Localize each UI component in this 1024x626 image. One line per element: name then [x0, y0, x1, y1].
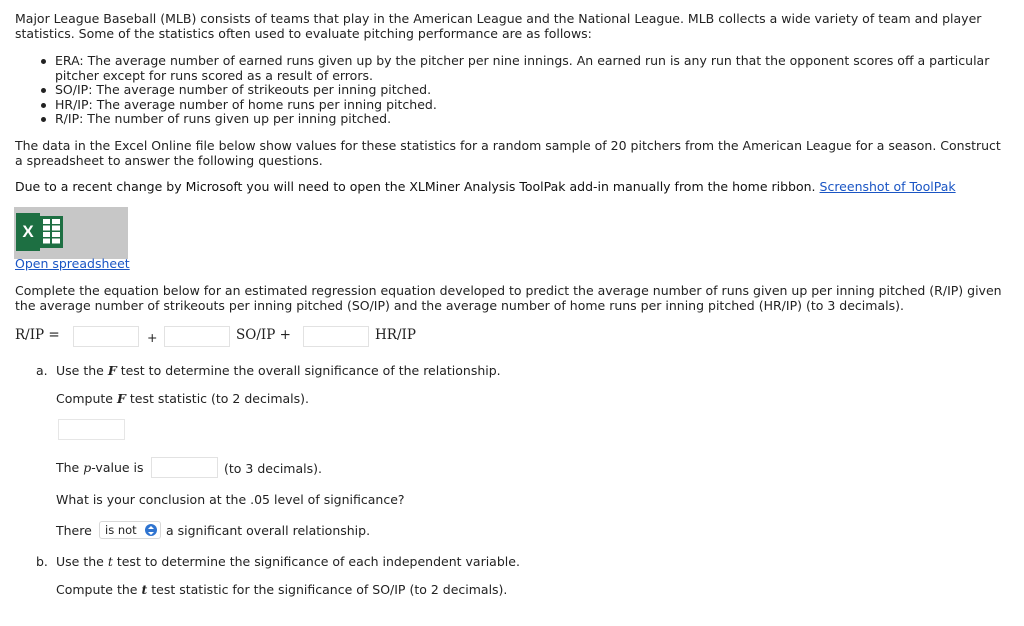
- notice-text: Due to a recent change by Microsoft you will need to open the XLMiner Analysis ToolPak add-in manually from the home ribbon.: [15, 179, 816, 194]
- plus-sign: +: [147, 330, 158, 345]
- open-spreadsheet-link[interactable]: Open spreadsheet: [15, 256, 130, 271]
- part-a-label: a.: [36, 363, 48, 378]
- list-item: R/IP: The number of runs given up per inning pitched.: [15, 112, 1005, 127]
- excel-file-tile[interactable]: [14, 207, 128, 259]
- p-value-mid: -value is: [91, 460, 144, 475]
- t-statistic-prompt: [56, 582, 507, 597]
- f-variable: F: [107, 363, 117, 378]
- notice-paragraph: [15, 180, 1005, 195]
- part-b-question-post: test to determine the significance of each independent variable.: [116, 554, 520, 569]
- hr-ip-coefficient-input[interactable]: [303, 326, 369, 347]
- t-compute-pre: Compute the: [56, 582, 138, 597]
- list-item: ERA: The average number of earned runs given up by the pitcher per nine innings. An earned run is any run that the opponent scores off a particular pitcher except for runs scored as a result of errors.: [15, 54, 1005, 83]
- so-ip-term: SO/IP +: [236, 327, 291, 343]
- f-compute-post: test statistic (to 2 decimals).: [129, 391, 309, 406]
- toolpak-screenshot-link[interactable]: Screenshot of ToolPak: [819, 179, 956, 194]
- f-variable: F: [117, 391, 126, 406]
- excel-letter: X: [16, 213, 40, 251]
- part-a-question: [56, 363, 501, 378]
- p-value-prompt: [56, 460, 144, 475]
- so-ip-coefficient-input[interactable]: [164, 326, 230, 347]
- part-a-question-post: test to determine the overall significance of the relationship.: [120, 363, 501, 378]
- relationship-text: a significant overall relationship.: [166, 523, 371, 538]
- conclusion-question: What is your conclusion at the .05 level of significance?: [56, 492, 405, 507]
- f-statistic-prompt: [56, 391, 309, 406]
- significance-select[interactable]: [99, 521, 161, 539]
- statistics-list: [15, 54, 1005, 127]
- p-value-pre: The: [56, 460, 80, 475]
- there-label: There: [56, 523, 92, 538]
- intercept-input[interactable]: [73, 326, 139, 347]
- f-compute-pre: Compute: [56, 391, 114, 406]
- list-item: HR/IP: The average number of home runs per inning pitched.: [15, 98, 1005, 113]
- part-b-label: b.: [36, 554, 48, 569]
- part-b-question-pre: Use the: [56, 554, 104, 569]
- t-variable: t: [107, 554, 113, 569]
- f-statistic-input[interactable]: [58, 419, 125, 440]
- intro-paragraph: Major League Baseball (MLB) consists of teams that play in the American League and the National League. MLB collects a wide variety of team and player statistics. Some of the statistics often used to evaluate pitching performance are as follows:: [15, 11, 982, 41]
- part-a-question-pre: Use the: [56, 363, 104, 378]
- part-b-question: [56, 554, 520, 569]
- p-variable: p: [83, 460, 92, 475]
- significance-select-value: is not: [105, 523, 137, 537]
- p-value-precision: (to 3 decimals).: [224, 461, 322, 476]
- p-value-input[interactable]: [151, 457, 218, 478]
- select-arrows-icon: [145, 524, 157, 536]
- t-compute-post: test statistic for the significance of SO/IP (to 2 decimals).: [151, 582, 508, 597]
- data-paragraph: The data in the Excel Online file below show values for these statistics for a random sample of 20 pitchers from the American League for a season. Construct a spreadsheet to answer the following questions.: [15, 138, 1001, 168]
- t-variable: t: [141, 582, 148, 597]
- hr-ip-term: HR/IP: [375, 327, 416, 343]
- list-item: SO/IP: The average number of strikeouts per inning pitched.: [15, 83, 1005, 98]
- equation-instructions: Complete the equation below for an estimated regression equation developed to predict the average number of runs given up per inning pitched (R/IP) given the average number of strikeouts per inning pitched (SO/IP) and the average number of home runs per inning pitched (HR/IP) (to 3 decimals).: [15, 283, 1002, 313]
- equation-lhs: R/IP =: [15, 327, 60, 343]
